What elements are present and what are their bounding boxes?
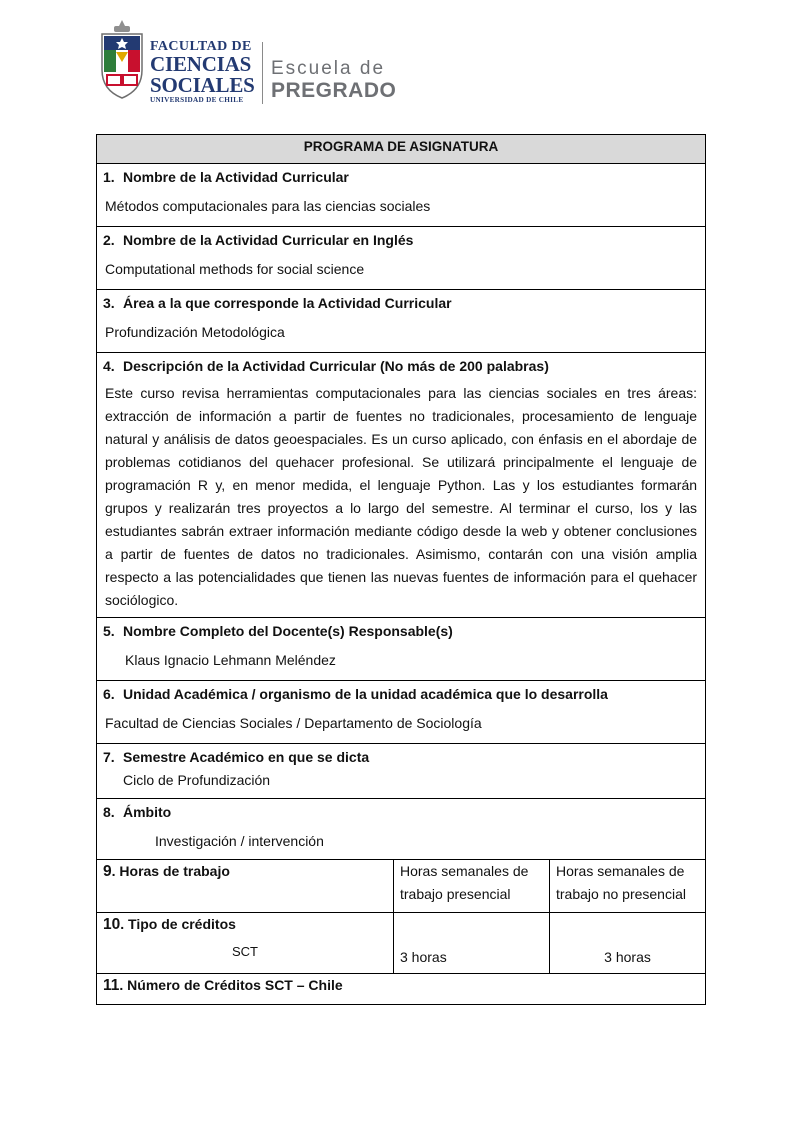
credit-type-value: SCT (232, 944, 258, 959)
program-table (96, 134, 706, 1005)
section-label: . Tipo de créditos (120, 916, 236, 932)
section-number: 10 (103, 916, 121, 933)
section-heading (103, 683, 699, 706)
section-label: Ámbito (123, 804, 172, 820)
school-line-1: Escuela de (271, 58, 386, 79)
section-value: Métodos computacionales para las ciencias sociales (105, 198, 431, 214)
table-row (97, 227, 706, 290)
faculty-line-4: UNIVERSIDAD DE CHILE (150, 96, 244, 104)
section-number: 3. (103, 295, 115, 311)
section-heading (103, 166, 699, 189)
course-description: Este curso revisa herramientas computacionales para las ciencias sociales en tres áreas: extracción de información a partir de fuentes no tradicionales, procesamiento de lenguaje natural y análisis de datos geoespaciales. Es un curso aplicado, con énfasis en el abordaje de problemas cotidianos del quehacer profesional. Se utilizará principalmente el lenguaje de programación R y, en menor medida, el lenguaje Python. Las y los estudiantes formarán grupos y realizarán tres proyectos a lo largo del semestre. Al terminar el curso, los y las estudiantes sabrán extraer información mediante código desde la web y obtener conclusiones a partir de fuentes de datos no tradicionales. Asimismo, contarán con una visión amplia respecto a las potencialidades que tienen las nuevas fuentes de información para el quehacer sociólogico. (105, 385, 698, 608)
header-divider (262, 42, 263, 104)
section-label: Semestre Académico en que se dicta (123, 749, 370, 765)
section-number: 9 (103, 863, 112, 880)
table-row (97, 618, 706, 681)
table-row (97, 974, 706, 1005)
table-row (97, 913, 706, 974)
table-row (97, 135, 706, 164)
section-label: . Número de Créditos SCT – Chile (119, 977, 343, 993)
section-label: Área a la que corresponde la Actividad Curricular (123, 295, 452, 311)
university-crest-icon (96, 18, 148, 110)
section-label: Nombre de la Actividad Curricular (123, 169, 349, 185)
hours-no-presencial-header: Horas semanales de trabajo no presencial (556, 863, 686, 902)
section-heading (103, 746, 699, 769)
section-value: Computational methods for social science (105, 261, 365, 277)
faculty-line-2: CIENCIAS (150, 52, 252, 76)
table-row (97, 353, 706, 618)
section-number: 6. (103, 686, 115, 702)
faculty-line-3: SOCIALES (150, 73, 255, 97)
section-value: Facultad de Ciencias Sociales / Departamento de Sociología (105, 715, 482, 731)
section-value: Profundización Metodológica (105, 324, 285, 340)
section-number: 5. (103, 623, 115, 639)
table-row (97, 164, 706, 227)
hours-presencial-value: 3 horas (400, 949, 447, 965)
section-heading (103, 292, 699, 315)
section-label: Nombre de la Actividad Curricular en Inglés (123, 232, 414, 248)
section-label: Nombre Completo del Docente(s) Responsable(s) (123, 623, 453, 639)
table-row (97, 860, 706, 913)
program-title: PROGRAMA DE ASIGNATURA (97, 135, 706, 164)
hours-presencial-header: Horas semanales de trabajo presencial (400, 863, 529, 902)
section-value: Ciclo de Profundización (123, 772, 271, 788)
section-heading (103, 801, 699, 824)
section-number: 4. (103, 358, 115, 374)
school-wordmark (271, 58, 396, 102)
section-number: 8. (103, 804, 115, 820)
section-heading (103, 620, 699, 643)
section-label: Unidad Académica / organismo de la unidad académica que lo desarrolla (123, 686, 608, 702)
section-value: Investigación / intervención (155, 833, 324, 849)
section-heading (103, 974, 699, 997)
page-header (96, 18, 416, 110)
table-row (97, 681, 706, 744)
section-label: . Horas de trabajo (111, 863, 230, 879)
school-line-2: PREGRADO (271, 79, 397, 102)
faculty-line-1: FACULTAD DE (150, 39, 252, 54)
section-heading (103, 355, 699, 378)
section-number: 7. (103, 749, 115, 765)
section-value: Klaus Ignacio Lehmann Meléndez (125, 652, 336, 668)
faculty-wordmark (150, 40, 262, 105)
section-number: 11 (103, 977, 120, 994)
section-label: Descripción de la Actividad Curricular (No más de 200 palabras) (123, 358, 549, 374)
section-heading (103, 229, 699, 252)
table-row (97, 799, 706, 860)
table-row (97, 290, 706, 353)
section-number: 2. (103, 232, 115, 248)
section-heading (103, 913, 387, 936)
table-row (97, 744, 706, 799)
hours-no-presencial-value: 3 horas (604, 949, 651, 965)
section-number: 1. (103, 169, 115, 185)
section-heading (103, 860, 387, 883)
